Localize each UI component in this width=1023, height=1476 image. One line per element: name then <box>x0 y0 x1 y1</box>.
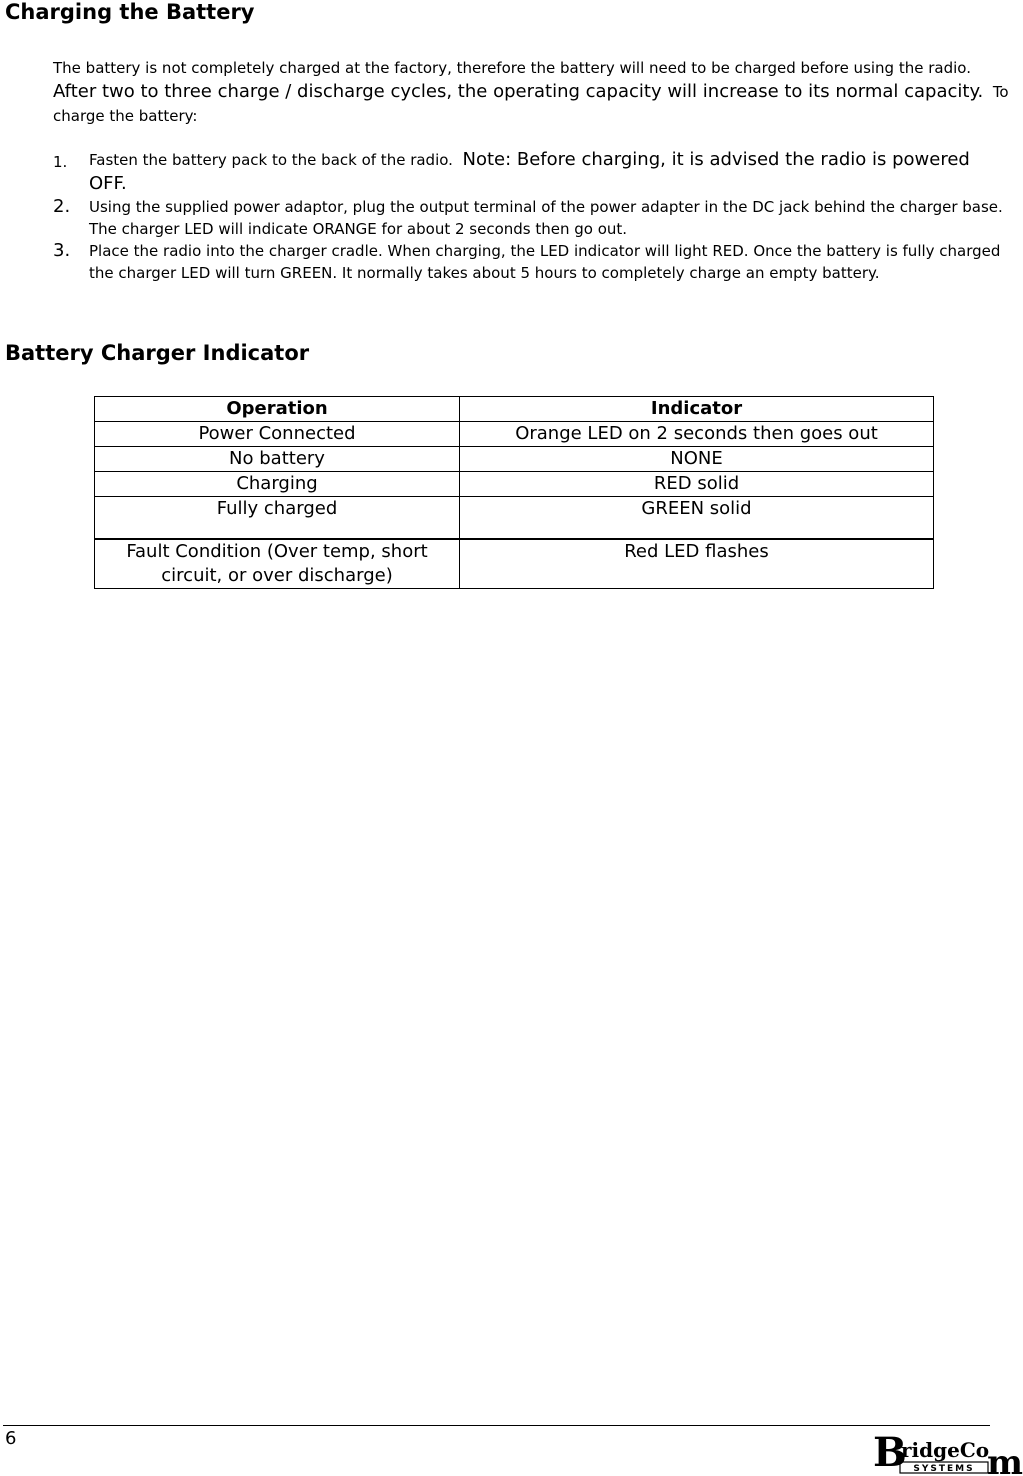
section-title-indicator: Battery Charger Indicator <box>5 341 310 365</box>
cell-indicator: NONE <box>460 447 934 472</box>
step-text: Fasten the battery pack to the back of the radio. <box>89 151 453 169</box>
table-row <box>95 422 934 447</box>
header-operation: Operation <box>95 397 460 422</box>
logo-wordmark: ridgeCo <box>901 1438 990 1462</box>
step-number: 2. <box>53 196 71 217</box>
cell-operation: No battery <box>95 447 460 472</box>
page-number: 6 <box>5 1428 17 1449</box>
step-number: 3. <box>53 240 71 261</box>
table-row <box>95 447 934 472</box>
cell-indicator: RED solid <box>460 472 934 497</box>
table-header-row <box>95 397 934 422</box>
step-text: Using the supplied power adaptor, plug the output terminal of the power adapter in the DC jack behind the charger base. The charger LED will indicate ORANGE for about 2 seconds then go out. <box>89 198 1003 238</box>
list-item <box>53 148 1013 196</box>
indicator-table <box>94 396 934 589</box>
logo-systems-text: SYSTEMS <box>913 1464 975 1474</box>
cell-operation: Fault Condition (Over temp, short circuit, or over discharge) <box>95 539 460 589</box>
intro-text-3: To charge the battery: <box>53 83 1009 125</box>
cell-indicator: Red LED flashes <box>460 539 934 589</box>
intro-text-1: The battery is not completely charged at the factory, therefore the battery will need to be charged before using the radio. <box>53 59 971 77</box>
section-title-charging: Charging the Battery <box>5 0 255 24</box>
step-note: Note: Before charging, it is advised the radio is powered OFF. <box>89 149 970 194</box>
list-item <box>53 240 1013 284</box>
table-row <box>95 472 934 497</box>
table-row <box>95 539 934 589</box>
cell-operation: Fully charged <box>95 497 460 540</box>
charging-steps-list <box>53 148 1013 284</box>
intro-paragraph <box>53 56 1023 128</box>
step-text: Place the radio into the charger cradle. When charging, the LED indicator will light RED. Once the battery is fully charged the charger LED will turn GREEN. It normally takes about 5 hours to completely charge an empty battery. <box>89 242 1001 282</box>
intro-text-2: After two to three charge / discharge cycles, the operating capacity will increase to its normal capacity. <box>53 81 984 102</box>
cell-indicator: GREEN solid <box>460 497 934 540</box>
footer-divider <box>3 1425 990 1426</box>
step-number: 1. <box>53 153 68 171</box>
logo-m-glyph: m <box>987 1443 1023 1476</box>
cell-operation: Charging <box>95 472 460 497</box>
header-indicator: Indicator <box>460 397 934 422</box>
cell-indicator: Orange LED on 2 seconds then goes out <box>460 422 934 447</box>
list-item <box>53 196 1013 240</box>
table-row <box>95 497 934 540</box>
cell-operation: Power Connected <box>95 422 460 447</box>
logo-b-glyph: B <box>873 1429 907 1476</box>
bridgecom-logo <box>872 1429 1023 1476</box>
